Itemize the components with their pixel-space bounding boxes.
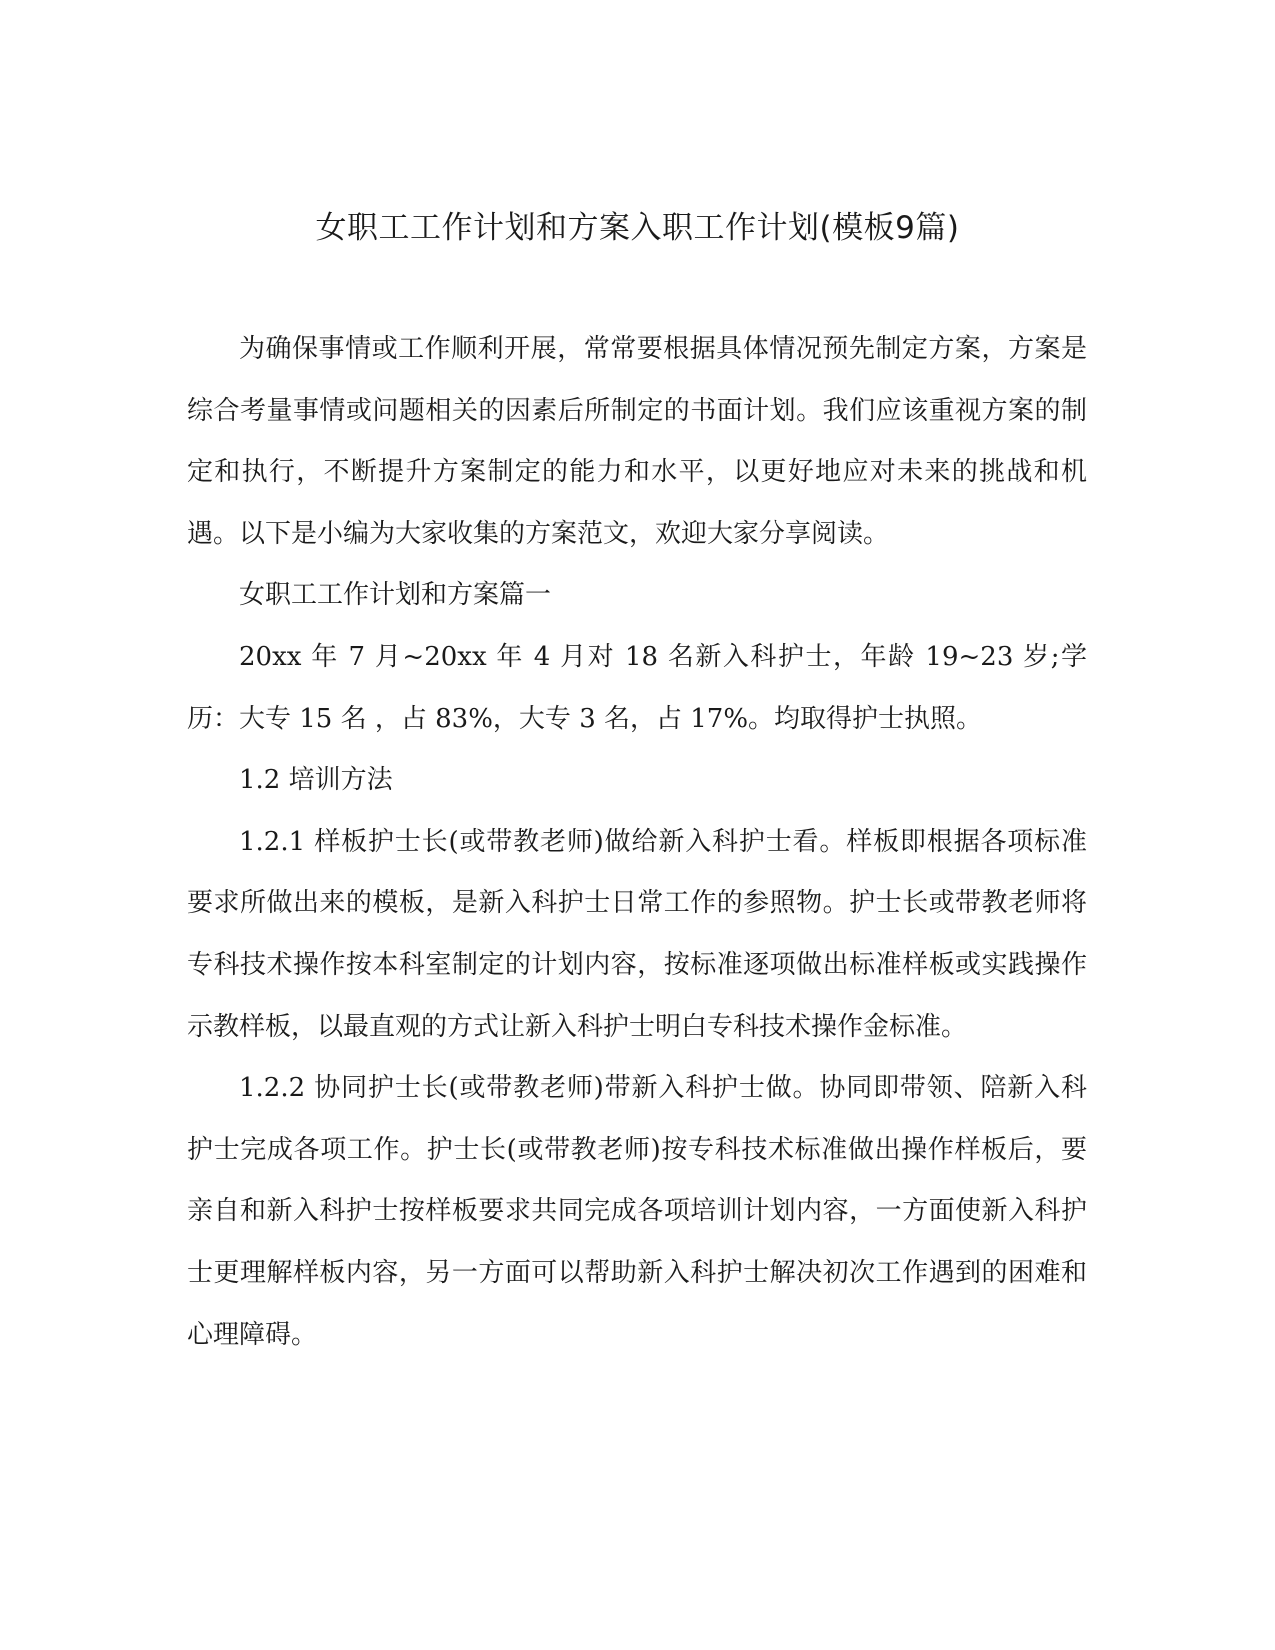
intro-paragraph: 为确保事情或工作顺利开展，常常要根据具体情况预先制定方案，方案是综合考量事情或问题相关的因素后所制定的书面计划。我们应该重视方案的制定和执行，不断提升方案制定的能力和水平，以更好地应对未来的挑战和机遇。以下是小编为大家收集的方案范文，欢迎大家分享阅读。 bbox=[187, 334, 1087, 549]
participants-paragraph: 20xx 年 7 月~20xx 年 4 月对 18 名新入科护士，年龄 19~23 岁;学历：大专 15 名 ，占 83%，大专 3 名，占 17%。均取得护士执照。 bbox=[187, 641, 1087, 734]
section-heading: 女职工工作计划和方案篇一 bbox=[239, 580, 552, 611]
method-1-paragraph: 1.2.1 样板护士长(或带教老师)做给新入科护士看。样板即根据各项标准要求所做出来的模板，是新入科护士日常工作的参照物。护士长或带教老师将专科技术操作按本科室制定的计划内容，按标准逐项做出标准样板或实践操作示教样板，以最直观的方式让新入科护士明白专科技术操作金标准。 bbox=[187, 826, 1087, 1042]
method-2-paragraph: 1.2.2 协同护士长(或带教老师)带新入科护士做。协同即带领、陪新入科护士完成各项工作。护士长(或带教老师)按专科技术标准做出操作样板后，要亲自和新入科护士按样板要求共同完成各项培训计划内容，一方面使新入科护士更理解样板内容，另一方面可以帮助新入科护士解决初次工作遇到的困难和心理障碍。 bbox=[187, 1073, 1087, 1350]
subsection-heading: 1.2 培训方法 bbox=[239, 765, 393, 796]
document-title: 女职工工作计划和方案入职工作计划(模板9篇) bbox=[315, 210, 960, 246]
document-body bbox=[187, 319, 1087, 1366]
